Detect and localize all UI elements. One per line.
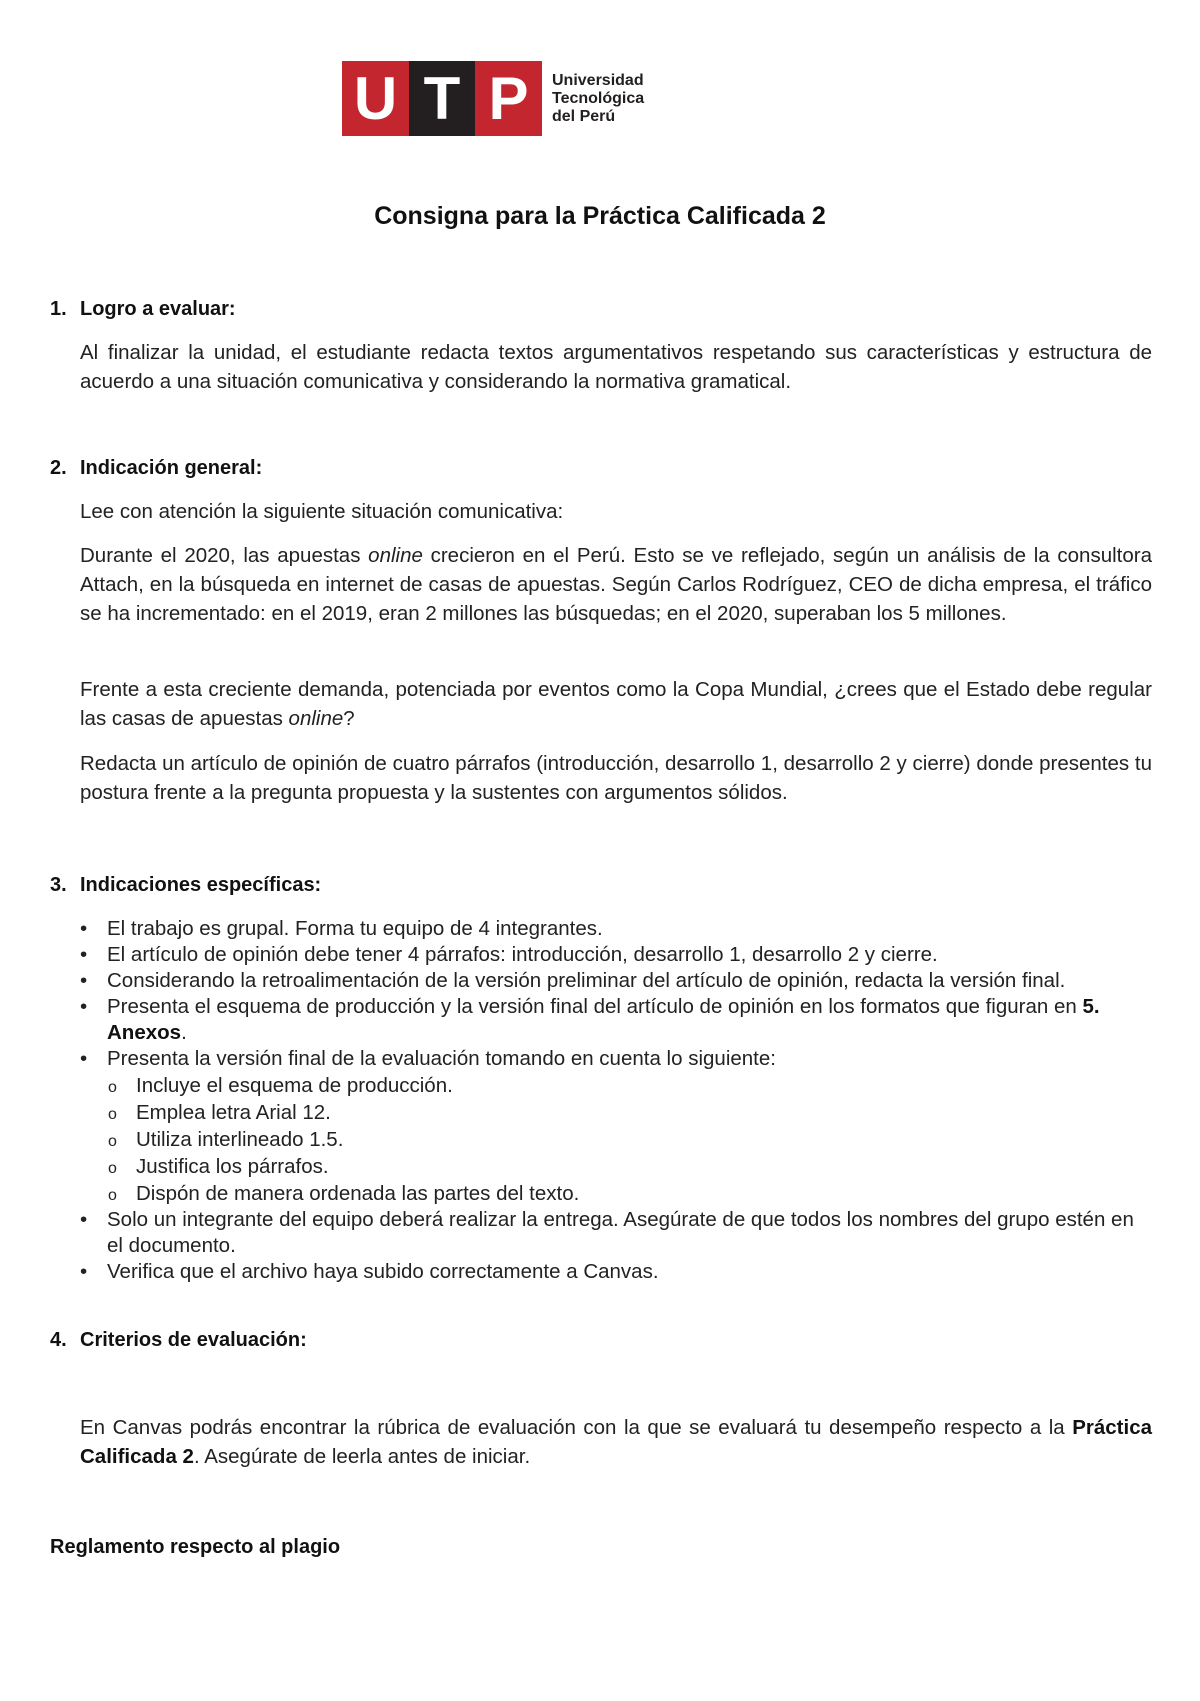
logo-text-line: Universidad <box>552 71 644 89</box>
section-2-intro: Lee con atención la siguiente situación comunicativa: <box>80 500 564 523</box>
section-number: 4. <box>50 1329 67 1351</box>
sub-list-item-text: Utiliza interlineado 1.5. <box>136 1128 344 1151</box>
sub-list-item-text: Justifica los párrafos. <box>136 1155 329 1178</box>
list-item-text <box>107 994 1152 1046</box>
sub-list-item-text: Emplea letra Arial 12. <box>136 1101 331 1124</box>
text-run: Presenta el esquema de producción y la versión final del artículo de opinión en los formatos que figuran en <box>107 995 1083 1018</box>
sub-list-item <box>108 1100 331 1126</box>
section-4-paragraph <box>80 1413 1152 1471</box>
section-heading-text: Indicación general: <box>80 457 263 479</box>
italic-text: online <box>368 544 423 567</box>
section-heading-text: Logro a evaluar: <box>80 298 236 320</box>
text-run: crecieron en el Perú. Esto se ve reflejado, según un análisis de la consultora Attach, en la búsqueda en internet de casas de apuestas. Según Carlos Rodríguez, CEO de dicha empresa, el tráfico se ha incrementado: en el 2019, eran 2 millones las búsquedas; en el 2020, superaban los 5 millones. <box>80 544 1152 625</box>
logo-text-line: Tecnológica <box>552 89 645 107</box>
bullet-icon: • <box>80 995 88 1018</box>
list-item-text: El trabajo es grupal. Forma tu equipo de 4 integrantes. <box>107 917 603 940</box>
section-4-heading <box>50 1329 307 1352</box>
logo-text-line: del Perú <box>552 107 616 125</box>
bullet-icon: • <box>80 1260 88 1283</box>
list-item-text: Considerando la retroalimentación de la versión preliminar del artículo de opinión, redacta la versión final. <box>107 969 1066 992</box>
list-item <box>80 1259 1152 1285</box>
bullet-icon: • <box>80 1047 88 1070</box>
logo-letter-p: P <box>475 61 542 136</box>
bullet-icon: • <box>80 943 88 966</box>
list-item <box>80 968 1152 994</box>
section-2-paragraph-3: Redacta un artículo de opinión de cuatro párrafos (introducción, desarrollo 1, desarrollo 2 y cierre) donde presentes tu postura frente a la pregunta propuesta y la sustentes con argumentos sólidos. <box>80 752 1152 804</box>
logo-letter-t: T <box>409 61 475 136</box>
sub-list-item <box>108 1181 579 1207</box>
logo-university-name <box>552 72 644 126</box>
sub-list-item-text: Dispón de manera ordenada las partes del texto. <box>136 1182 580 1205</box>
text-run: Durante el 2020, las apuestas <box>80 544 369 567</box>
section-2-heading <box>50 457 262 480</box>
circle-bullet-icon: o <box>108 1106 117 1123</box>
section-number: 1. <box>50 298 67 320</box>
section-1-heading <box>50 298 236 321</box>
circle-bullet-icon: o <box>108 1079 117 1096</box>
list-item-text: El artículo de opinión debe tener 4 párrafos: introducción, desarrollo 1, desarrollo 2 y cierre. <box>107 943 938 966</box>
sub-list-item <box>108 1073 453 1099</box>
circle-bullet-icon: o <box>108 1160 117 1177</box>
list-item-text: Verifica que el archivo haya subido correctamente a Canvas. <box>107 1260 659 1283</box>
section-number: 2. <box>50 457 67 479</box>
text-run: En Canvas podrás encontrar la rúbrica de evaluación con la que se evaluará tu desempeño respecto a la <box>80 1416 1073 1439</box>
list-item <box>80 916 1152 942</box>
list-item <box>80 1207 1152 1259</box>
bold-text: 5. Anexos <box>107 995 1100 1044</box>
list-item <box>80 942 1152 968</box>
list-item <box>80 1046 1152 1072</box>
section-1-paragraph: Al finalizar la unidad, el estudiante redacta textos argumentativos respetando sus características y estructura de acuerdo a una situación comunicativa y considerando la normativa gramatical. <box>80 341 1152 393</box>
utp-logo-blocks <box>342 61 542 136</box>
list-item <box>80 994 1152 1046</box>
text-run: . <box>181 1021 187 1044</box>
section-heading-text: Indicaciones específicas: <box>80 874 322 896</box>
section-number: 3. <box>50 874 67 896</box>
sub-list-item-text: Incluye el esquema de producción. <box>136 1074 453 1097</box>
bullet-icon: • <box>80 1208 88 1231</box>
section-3-heading <box>50 874 321 897</box>
circle-bullet-icon: o <box>108 1133 117 1150</box>
text-run: ? <box>343 707 355 730</box>
list-item-text: Presenta la versión final de la evaluación tomando en cuenta lo siguiente: <box>107 1047 776 1070</box>
document-title: Consigna para la Práctica Calificada 2 <box>374 202 826 230</box>
bullet-icon: • <box>80 917 88 940</box>
circle-bullet-icon: o <box>108 1187 117 1204</box>
sub-list-item <box>108 1127 343 1153</box>
section-heading-text: Criterios de evaluación: <box>80 1329 307 1351</box>
section-2-paragraph-2 <box>80 675 1152 733</box>
italic-text: online <box>288 707 344 730</box>
bold-text: Práctica Calificada 2 <box>80 1416 1152 1468</box>
plagio-heading: Reglamento respecto al plagio <box>50 1536 341 1558</box>
logo-letter-u: U <box>342 61 409 136</box>
section-2-paragraph-1 <box>80 541 1152 628</box>
text-run: . Asegúrate de leerla antes de iniciar. <box>193 1445 531 1468</box>
utp-logo <box>342 61 644 136</box>
list-item-text: Solo un integrante del equipo deberá realizar la entrega. Asegúrate de que todos los nombres del grupo estén en el documento. <box>107 1208 1134 1257</box>
bullet-icon: • <box>80 969 88 992</box>
text-run: Frente a esta creciente demanda, potenciada por eventos como la Copa Mundial, ¿crees que el Estado debe regular las casas de apuestas <box>80 678 1152 730</box>
sub-list-item <box>108 1154 329 1180</box>
